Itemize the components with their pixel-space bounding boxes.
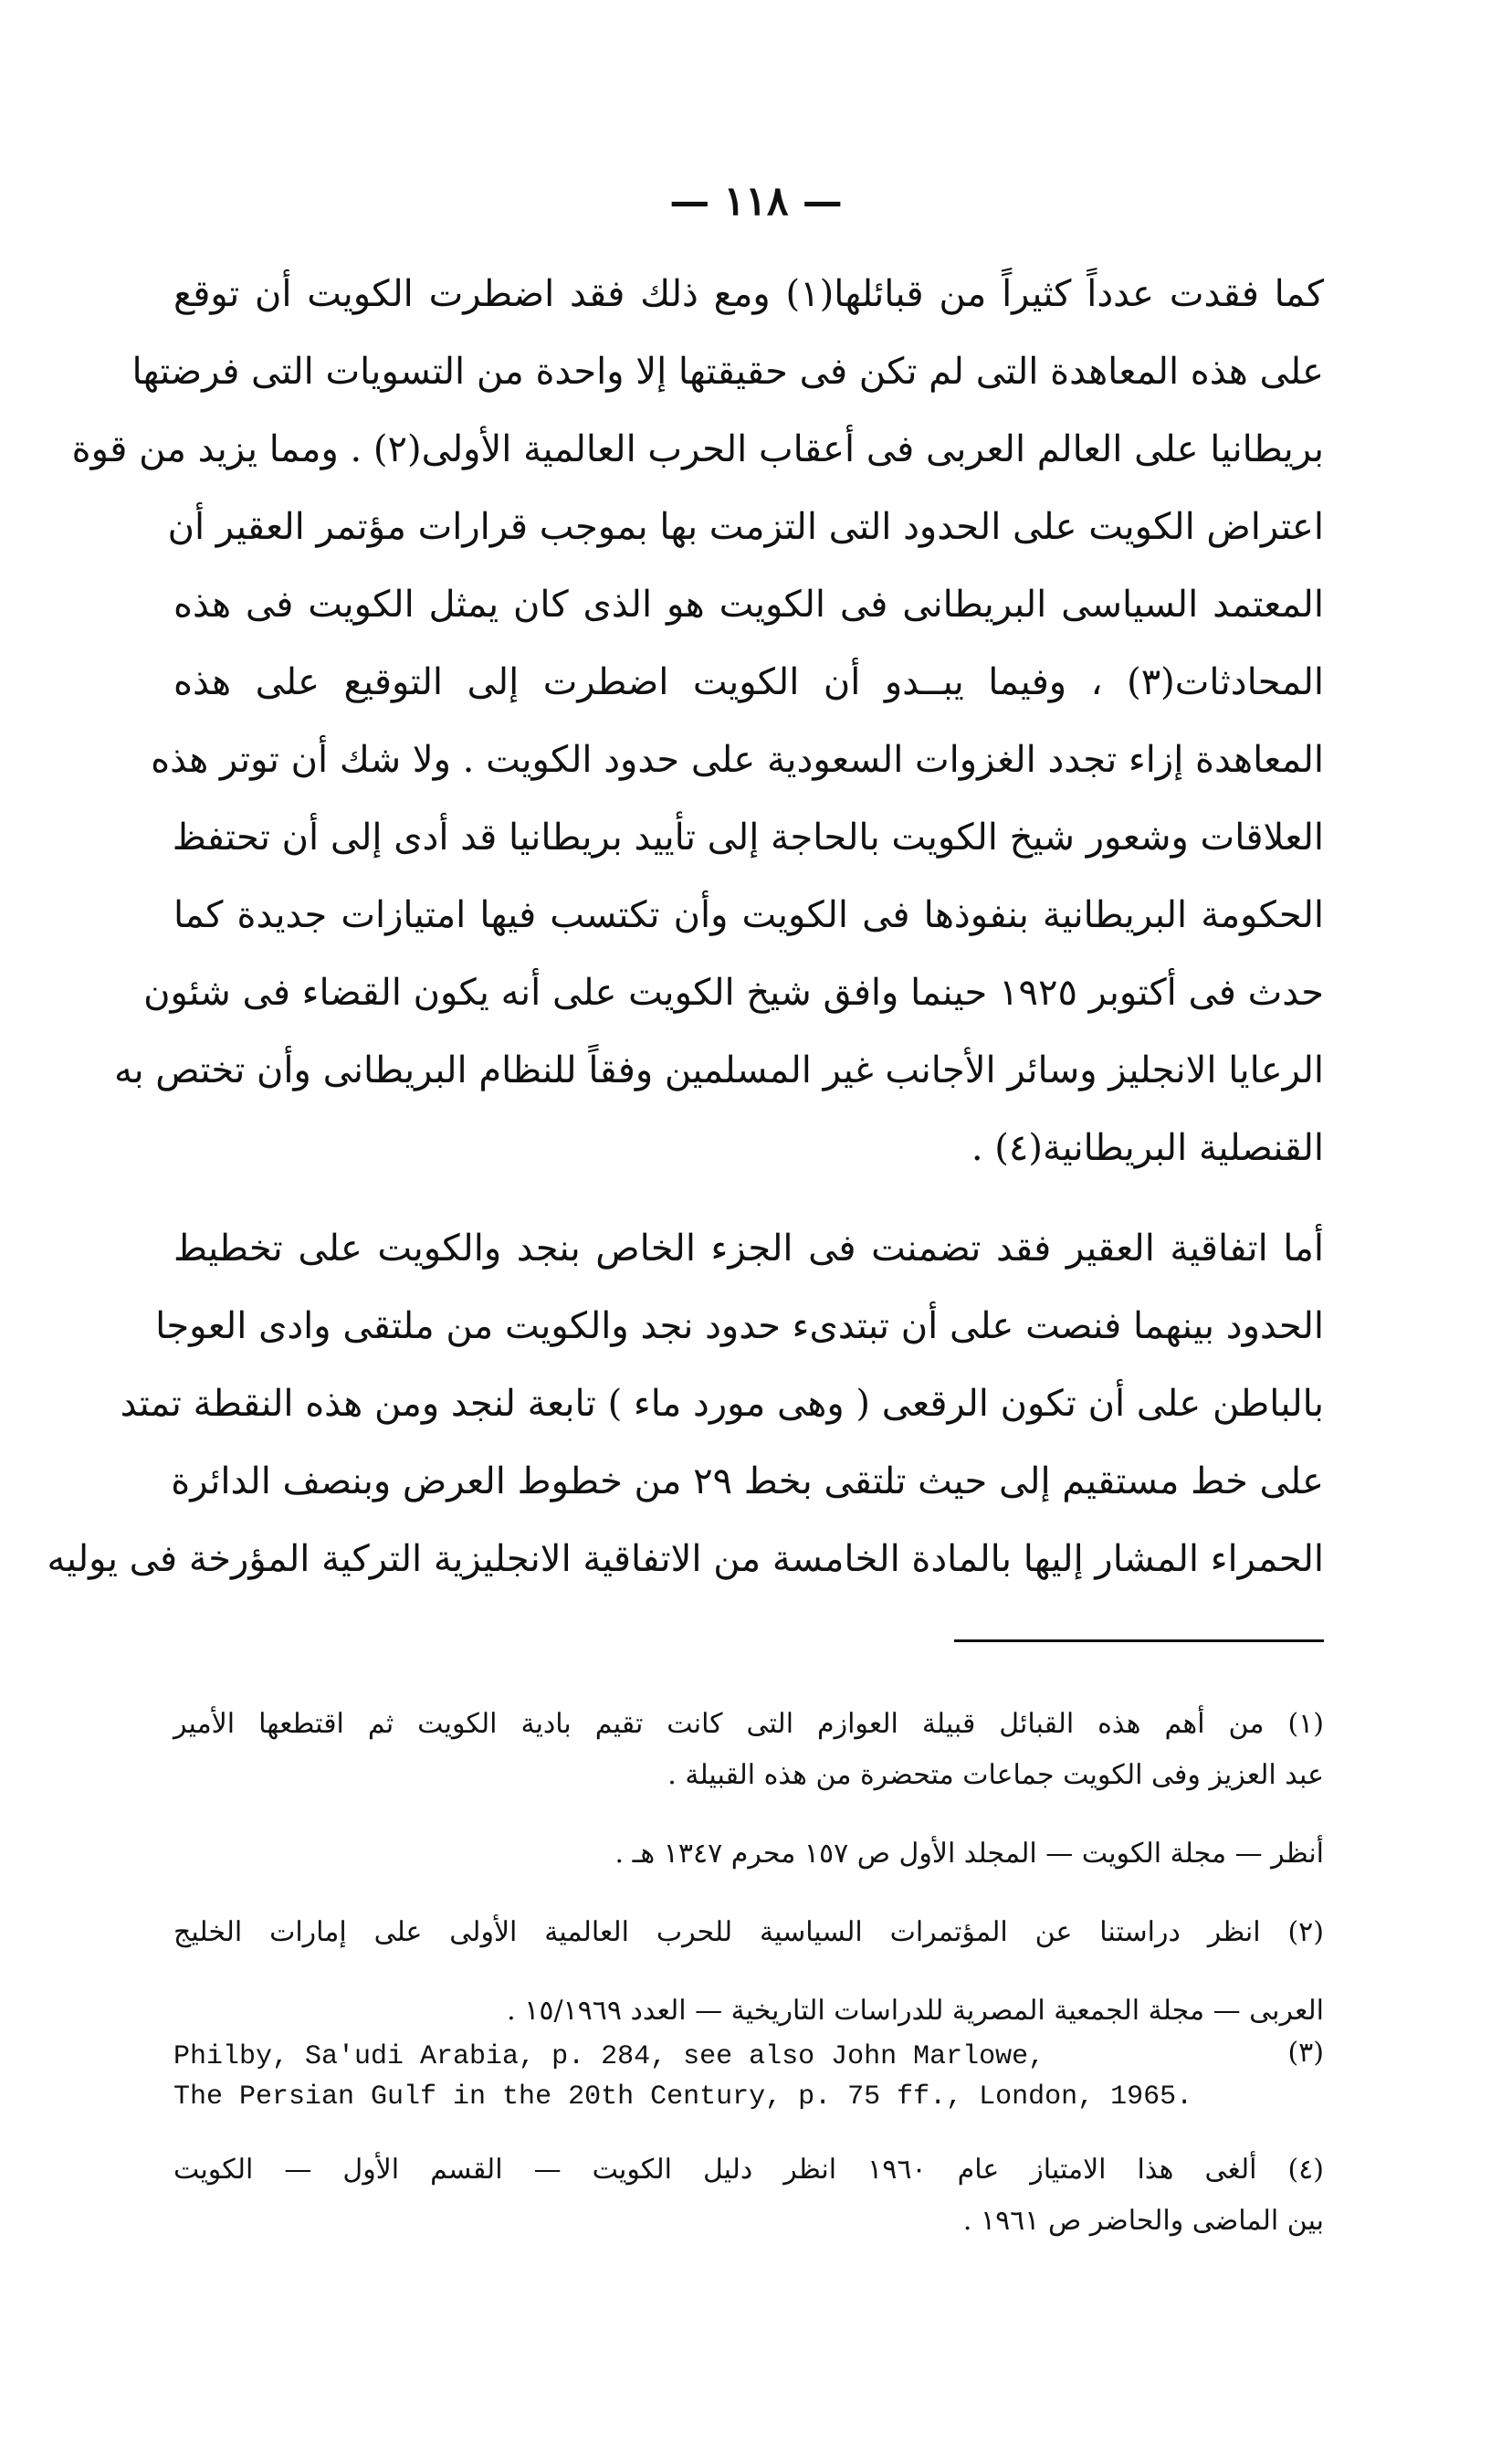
- text-line: الحكومة البريطانية بنفوذها فى الكويت وأن تكتسب فيها امتيازات جديدة كما: [173, 894, 1324, 936]
- footnote-1: [173, 1699, 1324, 1801]
- text-line: أما اتفاقية العقير فقد تضمنت فى الجزء الخاص بنجد والكويت على تخطيط: [173, 1228, 1324, 1270]
- footnote-3: [173, 2037, 1324, 2117]
- text-line: المعتمد السياسى البريطانى فى الكويت هو الذى كان يمثل الكويت فى هذه: [173, 584, 1324, 626]
- paragraph-2: [47, 1210, 1324, 1598]
- footnote-separator: [954, 1639, 1324, 1642]
- footnote-line: Philby, Sa'udi Arabia, p. 284, see also John Marlowe,: [173, 2041, 1045, 2072]
- footnote-line: عبد العزيز وفى الكويت جماعات متحضرة من هذه القبيلة .: [667, 1759, 1324, 1791]
- footnote-4: [173, 2145, 1324, 2247]
- footnote-number: (٣): [1287, 2037, 1324, 2069]
- footnote-line: (٤) ألغى هذا الامتياز عام ١٩٦٠ انظر دليل الكويت — القسم الأول — الكويت: [173, 2154, 1324, 2186]
- footnote-line: أنظر — مجلة الكويت — المجلد الأول ص ١٥٧ محرم ١٣٤٧ هـ .: [614, 1838, 1324, 1870]
- footnote-1-reference: [173, 1828, 1324, 1880]
- text-line: على خط مستقيم إلى حيث تلتقى بخط ٢٩ من خطوط العرض وبنصف الدائرة: [171, 1460, 1324, 1502]
- text-line: اعتراض الكويت على الحدود التى التزمت بها بموجب قرارات مؤتمر العقير أن: [167, 506, 1324, 548]
- text-line: الحمراء المشار إليها بالمادة الخامسة من الاتفاقية الانجليزية التركية المؤرخة فى يوليه: [47, 1538, 1324, 1580]
- footnote-line: العربى — مجلة الجمعية المصرية للدراسات التاريخية — العدد ١٥/١٩٦٩ .: [507, 1995, 1324, 2027]
- footnote-line: (١) من أهم هذه القبائل قبيلة العوازم التى كانت تقيم بادية الكويت ثم اقتطعها الأمير: [173, 1708, 1324, 1740]
- text-line: العلاقات وشعور شيخ الكويت بالحاجة إلى تأييد بريطانيا قد أدى إلى أن تحتفظ: [172, 817, 1324, 859]
- footnotes: [173, 1699, 1324, 2247]
- text-line: على هذه المعاهدة التى لم تكن فى حقيقتها إلا واحدة من التسويات التى فرضتها: [131, 351, 1324, 393]
- text-line: بريطانيا على العالم العربى فى أعقاب الحرب العالمية الأولى(٢) . ومما يزيد من قوة: [71, 428, 1324, 470]
- footnote-line: بين الماضى والحاضر ص ١٩٦١ .: [962, 2205, 1324, 2237]
- text-line: الحدود بينهما فنصت على أن تبتدىء حدود نجد والكويت من ملتقى وادى العوجا: [155, 1305, 1324, 1347]
- text-line: بالباطن على أن تكون الرقعى ( وهى مورد ماء ) تابعة لنجد ومن هذه النقطة تمتد: [120, 1383, 1324, 1425]
- text-line: كما فقدت عدداً كثيراً من قبائلها(١) ومع ذلك فقد اضطرت الكويت أن توقع: [173, 273, 1324, 315]
- footnote-line: The Persian Gulf in the 20th Century, p. 75 ff., London, 1965.: [173, 2081, 1193, 2113]
- text-line: حدث فى أكتوبر ١٩٢٥ حينما وافق شيخ الكويت على أنه يكون القضاء فى شئون: [143, 972, 1324, 1014]
- text-line: المحادثات(٣) ، وفيما يبــدو أن الكويت اضطرت إلى التوقيع على هذه: [173, 661, 1324, 703]
- page-number: — ١١٨ —: [669, 178, 843, 225]
- paragraph-1: [71, 256, 1324, 1187]
- text-line: المعاهدة إزاء تجدد الغزوات السعودية على حدود الكويت . ولا شك أن توتر هذه: [151, 739, 1324, 781]
- text-line: القنصلية البريطانية(٤) .: [971, 1127, 1324, 1169]
- footnote-line: (٢) انظر دراستنا عن المؤتمرات السياسية للحرب العالمية الأولى على إمارات الخليج: [173, 1916, 1324, 1948]
- text-line: الرعايا الانجليز وسائر الأجانب غير المسلمين وفقاً للنظام البريطانى وأن تختص به: [114, 1049, 1324, 1091]
- footnote-2: [173, 1907, 1324, 2037]
